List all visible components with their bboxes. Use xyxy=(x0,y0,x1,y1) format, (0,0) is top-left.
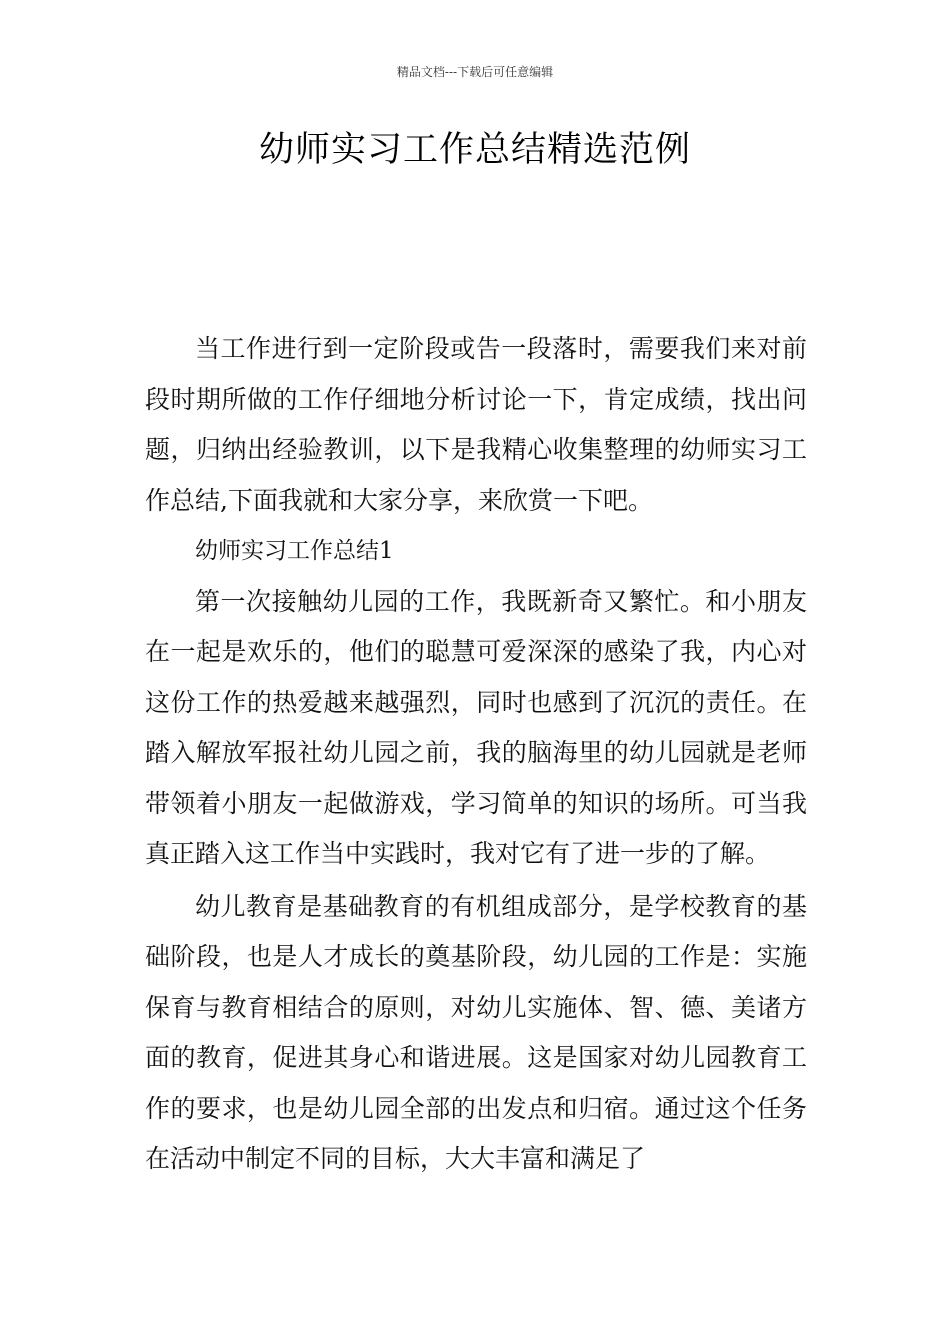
document-body xyxy=(145,324,807,1185)
section-heading: 幼师实习工作总结1 xyxy=(195,538,394,564)
intro-paragraph: 当工作进行到一定阶段或告一段落时，需要我们来对前段时期所做的工作仔细地分析讨论一下，肯定成绩，找出问题，归纳出经验教训，以下是我精心收集整理的幼师实习工作总结,下面我就和大家分享，来欣赏一下吧。 xyxy=(145,334,807,515)
document-title: 幼师实习工作总结精选范例 xyxy=(258,130,691,170)
body-paragraph: 幼儿教育是基础教育的有机组成部分，是学校教育的基础阶段，也是人才成长的奠基阶段，幼儿园的工作是：实施保育与教育相结合的原则，对幼儿实施体、智、德、美诸方面的教育，促进其身心和谐进展。这是国家对幼儿园教育工作的要求，也是幼儿园全部的出发点和归宿。通过这个任务在活动中制定不同的目标，大大丰富和满足了 xyxy=(145,891,807,1173)
header-note: 精品文档---下载后可任意编辑 xyxy=(396,65,554,79)
body-paragraph: 第一次接触幼儿园的工作，我既新奇又繁忙。和小朋友在一起是欢乐的，他们的聪慧可爱深深的感染了我，内心对这份工作的热爱越来越强烈，同时也感到了沉沉的责任。在踏入解放军报社幼儿园之前，我的脑海里的幼儿园就是老师带领着小朋友一起做游戏，学习简单的知识的场所。可当我真正踏入这工作当中实践时，我对它有了进一步的了解。 xyxy=(145,586,807,868)
